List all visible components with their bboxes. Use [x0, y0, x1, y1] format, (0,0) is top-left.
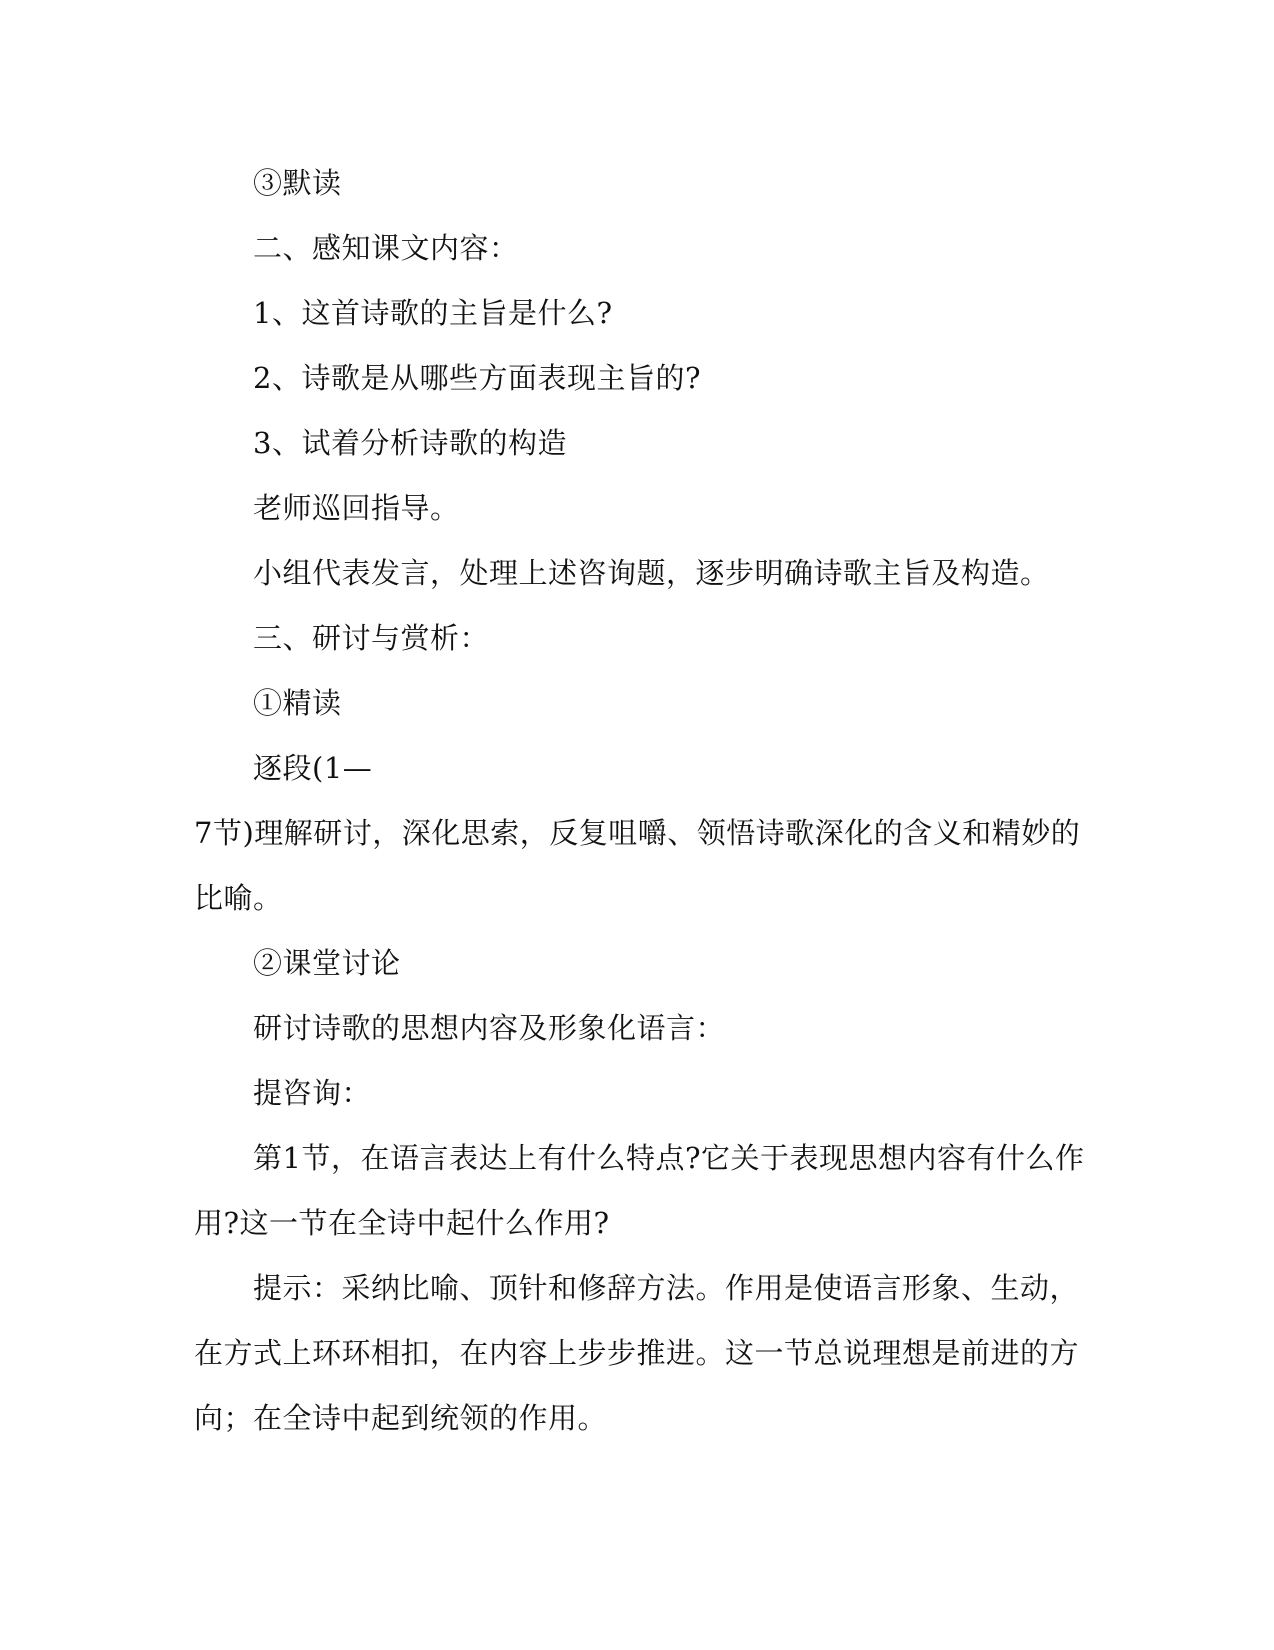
paragraph-line: 第1节，在语言表达上有什么特点?它关于表现思想内容有什么作 [253, 1141, 1085, 1175]
text-line-silent-reading: ③默读 [253, 166, 342, 200]
section-heading-discussion-appreciation: 三、研讨与赏析： [253, 621, 490, 655]
paragraph-line: 逐段(1— [253, 751, 373, 785]
text-line-class-discussion: ②课堂讨论 [253, 946, 401, 980]
section-heading-perceive-content: 二、感知课文内容： [253, 231, 519, 265]
text-line-group-speech: 小组代表发言，处理上述咨询题，逐步明确诗歌主旨及构造。 [253, 556, 1050, 590]
paragraph-line: 在方式上环环相扣，在内容上步步推进。这一节总说理想是前进的方 [194, 1336, 1080, 1370]
question-3: 3、试着分析诗歌的构造 [253, 426, 567, 460]
paragraph-line: 用?这一节在全诗中起什么作用? [194, 1206, 610, 1240]
text-line-discuss-content: 研讨诗歌的思想内容及形象化语言： [253, 1011, 726, 1045]
question-2: 2、诗歌是从哪些方面表现主旨的? [253, 361, 701, 395]
question-1: 1、这首诗歌的主旨是什么? [253, 296, 613, 330]
text-line-ask-questions: 提咨询： [253, 1076, 372, 1110]
text-line-teacher-guidance: 老师巡回指导。 [253, 491, 460, 525]
paragraph-line: 7节)理解研讨，深化思索，反复咀嚼、领悟诗歌深化的含义和精妙的 [194, 816, 1081, 850]
paragraph-line: 向；在全诗中起到统领的作用。 [194, 1401, 608, 1435]
paragraph-line: 比喻。 [194, 881, 283, 915]
text-line-intensive-reading: ①精读 [253, 686, 342, 720]
paragraph-line: 提示：采纳比喻、顶针和修辞方法。作用是使语言形象、生动， [253, 1271, 1080, 1305]
